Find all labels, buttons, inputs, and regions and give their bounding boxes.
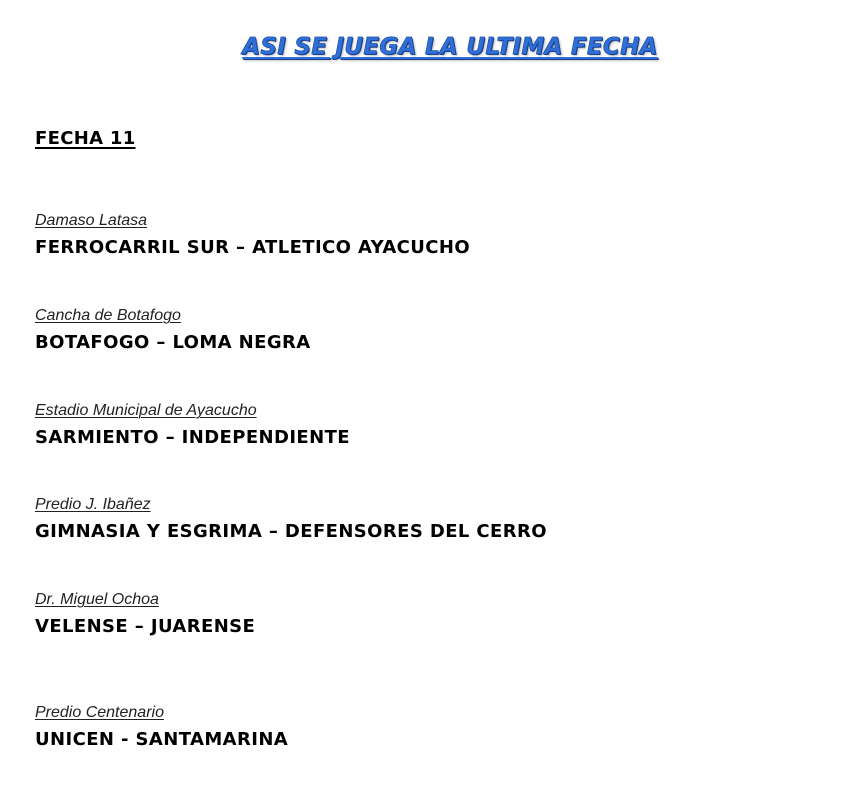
- match-entry: [35, 703, 288, 751]
- match-entry: [35, 590, 255, 638]
- match-venue: Dr. Miguel Ochoa: [35, 591, 159, 608]
- match-teams: UNICEN - SANTAMARINA: [35, 729, 289, 750]
- round-heading: FECHA 11: [35, 128, 136, 149]
- page-title: ASI SE JUEGA LA ULTIMA FECHA: [242, 34, 658, 60]
- match-venue: Estadio Municipal de Ayacucho: [35, 402, 257, 419]
- match-entry: [35, 495, 547, 543]
- match-teams: FERROCARRIL SUR – ATLETICO AYACUCHO: [35, 237, 471, 258]
- match-entry: [35, 306, 311, 354]
- match-venue: Damaso Latasa: [35, 212, 148, 229]
- match-entry: [35, 211, 470, 259]
- match-teams: VELENSE – JUARENSE: [35, 616, 256, 637]
- match-venue: Predio J. Ibañez: [35, 496, 151, 513]
- match-venue: Cancha de Botafogo: [35, 307, 181, 324]
- match-venue: Predio Centenario: [35, 704, 164, 721]
- match-teams: BOTAFOGO – LOMA NEGRA: [35, 332, 311, 353]
- match-teams: SARMIENTO – INDEPENDIENTE: [35, 427, 350, 448]
- match-entry: [35, 401, 350, 449]
- match-teams: GIMNASIA Y ESGRIMA – DEFENSORES DEL CERRO: [35, 521, 547, 542]
